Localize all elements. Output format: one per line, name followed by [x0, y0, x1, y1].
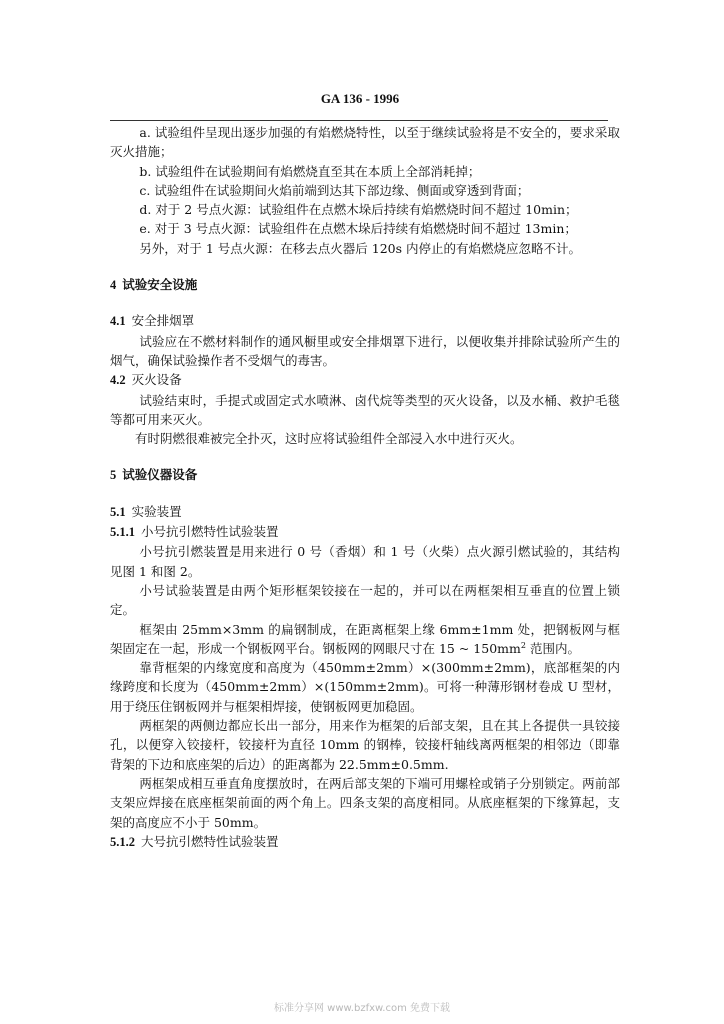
section-5-1-2-title: 大号抗引燃特性试验装置: [141, 833, 279, 849]
section-5-number: 5: [110, 468, 117, 483]
section-4-1-title: 安全排烟罩: [131, 313, 195, 329]
superscript-2: 2: [520, 640, 526, 650]
section-4-2-title: 灭火设备: [131, 372, 182, 388]
section-4-1-text: 试验应在不燃材料制作的通风橱里或安全排烟罩下进行，以便收集并排除试验所产生的烟气，确保试验操作者不受烟气的毒害。: [110, 333, 620, 368]
section-4-1-number: 4.1: [110, 314, 126, 329]
section-4-2-text-2: 有时阴燃很难被完全扑灭，这时应将试验组件全部浸入水中进行灭火。: [135, 431, 523, 447]
section-4-2-heading: [110, 370, 620, 390]
section-5-1-2-number: 5.1.2: [110, 834, 135, 849]
section-5-1-1-para-6: 两框架成相互垂直角度摆放时，在两后部支架的下端可用螺栓或销子分别锁定。两前部支架应焊接在底座框架前面的两个角上。四条支架的高度相同。从底座框架的下缘算起，支架的高度应不小于 50mm。: [110, 775, 620, 830]
section-5-1-1-para-4: 靠背框架的内缘宽度和高度为（450mm±2mm）×(300mm±2mm)，底部框架的内缘跨度和长度为（450mm±2mm）×(150mm±2mm)。可将一种薄形钢材卷成 U 型材，用于绕压住钢板网并与框架相焊接，使钢板网更加稳固。: [110, 660, 620, 714]
section-4-title: 试验安全设施: [122, 277, 198, 293]
section-5-1-title: 实验装置: [131, 503, 182, 519]
section-4-2-text-1: 试验结束时，手提式或固定式水喷淋、卤代烷等类型的灭火设备，以及水桶、救护毛毯等都可用来灭火。: [110, 392, 620, 427]
section-4-1-heading: [110, 311, 620, 331]
section-5-1-1-heading: [110, 522, 620, 542]
section-5-title: 试验仪器设备: [122, 467, 198, 483]
document-body: [110, 123, 620, 852]
section-5-1-number: 5.1: [110, 504, 126, 519]
section-4-2-number: 4.2: [110, 373, 126, 388]
section-5-1-2-heading: [110, 832, 620, 852]
section-5-1-1-para-5: 两框架的两侧边都应长出一部分，用来作为框架的后部支架，且在其上各提供一具铰接孔，以便穿入铰接杆，铰接杆为直径 10mm 的钢棒，铰接杆轴线离两框架的相邻边（即靠背架的下边和底座架的后边）的距离都为 22.5mm±0.5mm.: [110, 718, 620, 772]
header-rule: [110, 120, 608, 121]
para-3-end: 范围内。: [525, 640, 580, 656]
section-5-1-1-number: 5.1.1: [110, 525, 135, 540]
section-5-heading: [110, 465, 620, 485]
section-5-1-heading: [110, 502, 620, 522]
item-c: c. 试验组件在试验期间火焰前端到达其下部边缘、侧面或穿透到背面；: [139, 182, 530, 198]
para-3-text: 框架由 25mm×3mm 的扁钢制成，在距离框架上缘 6mm±1mm 处，把钢板网与框架固定在一起，形成一个钢板网平台。钢板网的网眼尺寸在 15 ~ 150mm: [110, 621, 620, 656]
item-d: d. 对于 2 号点火源：试验组件在点燃木垛后持续有焰燃烧时间不超过 10min；: [139, 202, 578, 218]
item-e: e. 对于 3 号点火源：试验组件在点燃木垛后持续有焰燃烧时间不超过 13min；: [139, 221, 577, 237]
page-header: GA 136 - 1996: [320, 91, 400, 106]
section-5-1-1-para-3: [110, 620, 620, 659]
item-a: a. 试验组件呈现出逐步加强的有焰燃烧特性，以至于继续试验将是不安全的，要求采取灭火措施；: [110, 125, 620, 160]
section-4-number: 4: [110, 278, 117, 293]
section-4-heading: [110, 275, 620, 295]
item-b: b. 试验组件在试验期间有焰燃烧直至其在本质上全部消耗掉；: [139, 163, 481, 179]
footer-watermark: 标准分享网 www.bzfxw.com 免费下载: [274, 1003, 450, 1014]
section-5-1-1-para-1: 小号抗引燃装置是用来进行 0 号（香烟）和 1 号（火柴）点火源引燃试验的，其结构见图 1 和图 2。: [110, 544, 620, 579]
item-note: 另外，对于 1 号点火源：在移去点火器后 120s 内停止的有焰燃烧应忽略不计。: [139, 240, 581, 256]
section-5-1-1-title: 小号抗引燃特性试验装置: [141, 524, 279, 540]
section-5-1-1-para-2: 小号试验装置是由两个矩形框架铰接在一起的，并可以在两框架相互垂直的位置上锁定。: [110, 582, 620, 618]
